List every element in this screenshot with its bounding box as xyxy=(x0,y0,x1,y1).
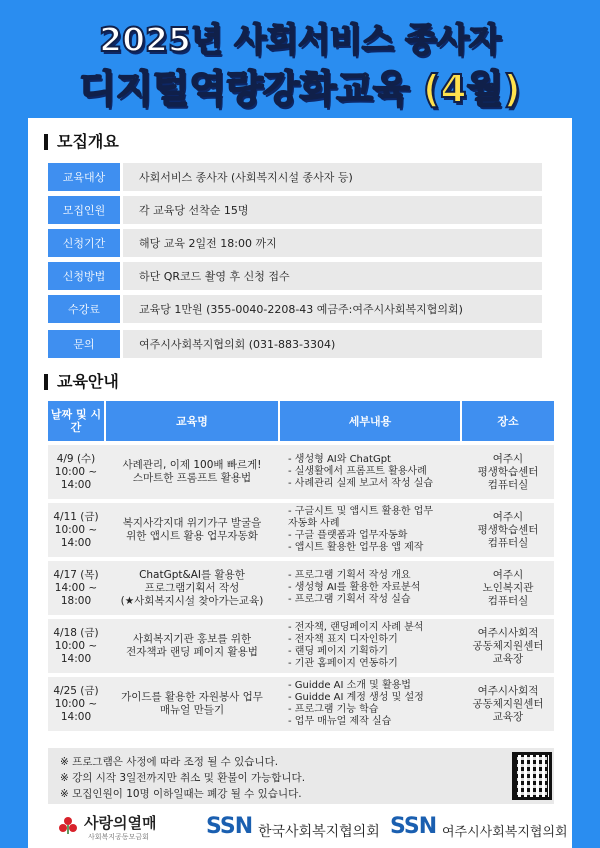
section-heading-schedule: 교육안내 xyxy=(44,374,119,390)
row-course-name: ChatGpt&AI를 활용한 xyxy=(139,568,245,581)
row-course-name: 사회복지기관 홍보를 위한 xyxy=(132,633,252,645)
logo-org-1: 한국사회복지협의회 xyxy=(258,824,380,840)
row-detail: - 구글시트 및 앱시트 활용한 업무 xyxy=(288,506,434,517)
row-date: 4/11 (금) xyxy=(53,510,99,523)
note-line: ※ 모집인원이 10명 이하일때는 폐강 될 수 있습니다. xyxy=(60,788,302,800)
poster-card: 모집개요 교육대상 사회서비스 종사자 (사회복지시설 종사자 등) 모집인원 각 교육당 선착순 15명 신청기간 해당 교육 2일전 18:00 까지 신청방법 하단 QR코드 촬영 후 신청 접수 수강료 교육당 1만원 (355-0040-2208-43 예금주:여주시사회복지협의회) 문의 여주시사회복지협의회 (031-883-3304) 교육안내 날짜 및 시간 교육명 세부내용 장소 4/9 (수) 10:00 ~ 14:00 사례관리, 이제 100배 빠르게! 스마트한 프롬프트 활용법 - 생성형 AI와 ChatGpt - 실생활에서 프롬프트 활용사례 - 사례관리 실제 보고서 작성 실습 여주시 평생학습센터 컴퓨터실 4/11 (금) 10:00 ~ 14:00 복지사각지대 위기가구 발굴을 위한 앱시트 활용 업무자동화 - 구글시트 및 앱시트 활용한 업무 자동화 사례 - 구글 플랫폼과 업무자동화 - 앱시트 활용한 업무용 앱 제작 여주시 평생학습센터 컴퓨터실 4/17 (목) 14:00 ~ 18:00 ChatGpt&AI를 활용한 프로그램기획서 작성 (★사회복지시설 찾아가는교육) - 프로그램 기획서 작성 개요 - 생성형 AI를 활용한 자료분석 - 프로그램 기획서 작성 실습 여주시 노인복지관 컴퓨터실 4/18 (금) 10:00 ~ 14:00 사회복지기관 홍보를 위한 전자책과 랜딩 페이지 활용법 - 전자책, 랜딩페이지 사례 분석 - 전자책 표지 디자인하기 - 랜딩 페이지 기획하기 - 기관 홈페이지 연동하기 여주시사회적 공동체지원센터 교육장 4/25 (금) 10:00 ~ 14:00 가이드를 활용한 자원봉사 업무 매뉴얼 만들기 - Guidde AI 소개 및 활용법 - Guidde AI 계정 생성 및 설정 - 프로그램 기능 학습 - 업무 매뉴얼 제작 실습 여주시사회적 공동체지원센터 교육장 ※ 프로그램은 사정에 따라 조정 될 수 있습니다. ※ 강의 시작 3일전까지만 취소 및 환불이 가능합니다. ※ 모집인원이 10명 이하일때는 폐강 될 수 있습니다. 사랑의열매 사회복지공동모금회 SSN 한국사회복지협의회 SSN 여주시사회복지협의회 xyxy=(28,118,572,848)
row-date: 4/18 (금) xyxy=(53,626,99,639)
row-course-name: 복지사각지대 위기가구 발굴을 xyxy=(122,517,262,529)
notes-box xyxy=(48,748,554,804)
info-row-period xyxy=(48,229,542,257)
info-value: 사회서비스 종사자 (사회복지시설 종사자 등) xyxy=(123,163,542,191)
note-line: ※ 프로그램은 사정에 따라 조정 될 수 있습니다. xyxy=(60,756,279,768)
info-value: 각 교육당 선착순 15명 xyxy=(123,196,542,224)
info-label: 수강료 xyxy=(48,295,120,323)
poster-subtitle: 디지털역량강화교육 (4월) xyxy=(79,67,521,111)
row-place: 여주시사회적 xyxy=(477,626,539,639)
note-line: ※ 강의 시작 3일전까지만 취소 및 환불이 가능합니다. xyxy=(60,772,306,784)
info-label: 신청방법 xyxy=(48,262,120,290)
logo-ssn-2: SSN xyxy=(390,814,437,839)
info-row-target xyxy=(48,163,542,191)
row-course-name: 사례관리, 이제 100배 빠르게! xyxy=(122,459,262,471)
info-value: 해당 교육 2일전 18:00 까지 xyxy=(123,229,542,257)
logo-chest-name: 사랑의열매 xyxy=(84,814,157,832)
info-label: 신청기간 xyxy=(48,229,120,257)
info-label: 문의 xyxy=(48,330,120,358)
row-place: 여주시 xyxy=(492,510,524,523)
info-row-contact xyxy=(48,330,542,358)
qr-code-icon[interactable] xyxy=(512,752,552,800)
row-place: 여주시 xyxy=(492,452,524,465)
row-detail: - Guidde AI 소개 및 활용법 xyxy=(288,680,411,691)
column-header-place: 장소 xyxy=(462,401,554,441)
info-value: 교육당 1만원 (355-0040-2208-43 예금주:여주시사회복지협의회) xyxy=(123,295,542,323)
info-label: 교육대상 xyxy=(48,163,120,191)
info-row-fee xyxy=(48,295,542,323)
poster-title: 2025년 사회서비스 종사자 xyxy=(99,20,501,59)
info-value: 하단 QR코드 촬영 후 신청 접수 xyxy=(123,262,542,290)
info-row-capacity xyxy=(48,196,542,224)
logo-org-2: 여주시사회복지협의회 xyxy=(442,825,568,840)
section-heading-recruit: 모집개요 xyxy=(44,134,119,150)
row-date: 4/25 (금) xyxy=(53,684,99,697)
row-place: 여주시사회적 xyxy=(477,684,539,697)
info-label: 모집인원 xyxy=(48,196,120,224)
row-date: 4/9 (수) xyxy=(56,452,96,465)
info-value: 여주시사회복지협의회 (031-883-3304) xyxy=(123,330,542,358)
row-place: 여주시 xyxy=(492,568,524,581)
poster-header xyxy=(0,0,600,118)
logo-ssn-1: SSN xyxy=(206,814,253,839)
row-detail: - 전자책, 랜딩페이지 사례 분석 xyxy=(288,622,424,633)
row-detail: - 생성형 AI와 ChatGpt xyxy=(288,454,391,465)
info-row-method xyxy=(48,262,542,290)
love-fruit-icon xyxy=(58,816,78,836)
column-header-date: 날짜 및 시간 xyxy=(48,401,104,441)
row-date: 4/17 (목) xyxy=(53,568,99,581)
column-header-name: 교육명 xyxy=(106,401,278,441)
row-detail: - 프로그램 기획서 작성 개요 xyxy=(288,570,411,581)
footer-logos xyxy=(28,808,572,848)
row-course-name: 가이드를 활용한 자원봉사 업무 xyxy=(121,691,263,703)
column-header-detail: 세부내용 xyxy=(280,401,460,441)
logo-chest-sub: 사회복지공동모금회 xyxy=(88,833,149,841)
